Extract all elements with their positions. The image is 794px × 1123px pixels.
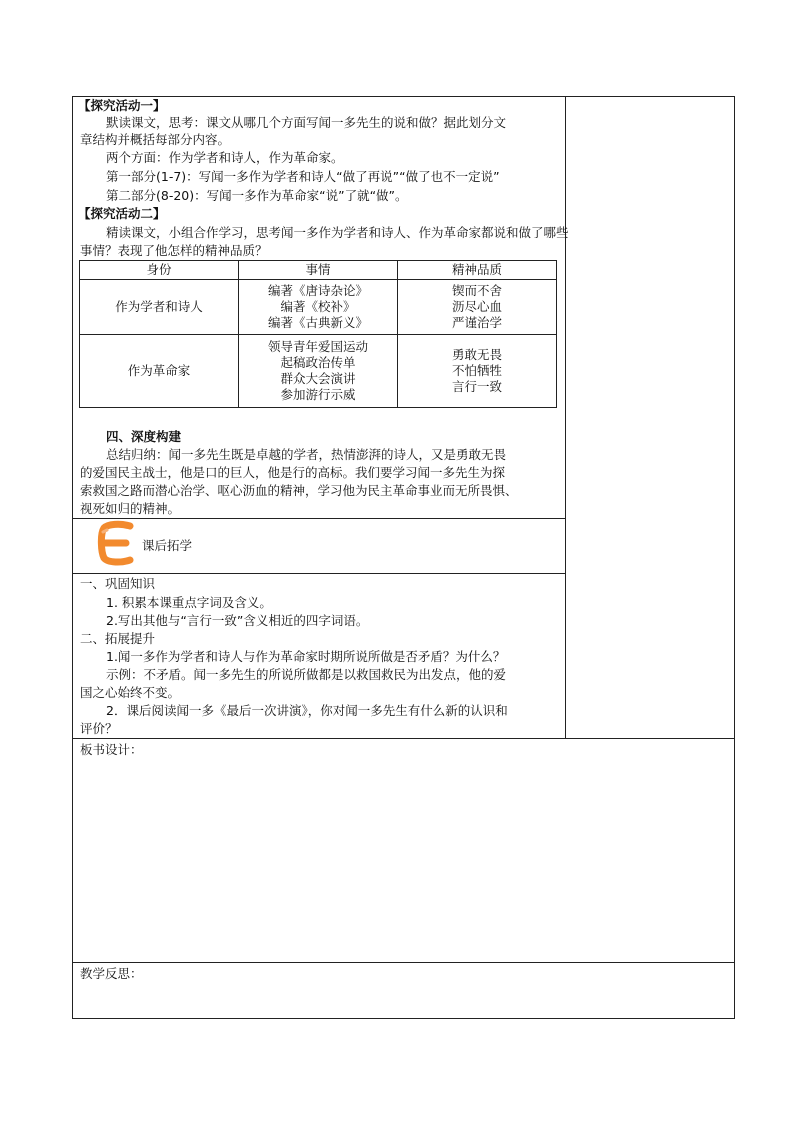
deed-item: 领导青年爱国运动 bbox=[267, 339, 368, 354]
frame-right bbox=[734, 96, 735, 1019]
deeds-cell bbox=[238, 335, 397, 408]
section4-line3: 索救国之路而潜心治学、呕心沥血的精神，学习他为民主革命事业而无所畏惧、 bbox=[80, 483, 518, 498]
identity-cell: 作为学者和诗人 bbox=[80, 280, 239, 335]
activity1-line3: 两个方面：作为学者和诗人，作为革命家。 bbox=[106, 150, 344, 165]
quality-item: 严谨治学 bbox=[452, 315, 503, 330]
row-divider-1 bbox=[72, 518, 566, 519]
identity-cell: 作为革命家 bbox=[80, 335, 239, 408]
deed-item: 参加游行示威 bbox=[280, 387, 356, 402]
activity2-line1: 精读课文，小组合作学习，思考闻一多作为学者和诗人、作为革命家都说和做了哪些 bbox=[106, 225, 569, 240]
row-divider-3 bbox=[72, 738, 735, 739]
deed-item: 编著《校补》 bbox=[280, 299, 356, 314]
homework-item4-line1: 2．课后阅读闻一多《最后一次讲演》，你对闻一多先生有什么新的认识和 bbox=[106, 703, 508, 718]
deeds-cell bbox=[238, 280, 397, 335]
quality-item: 不怕牺牲 bbox=[452, 363, 503, 378]
homework-item3-answer-line1: 示例：不矛盾。闻一多先生的所说所做都是以救国救民为出发点，他的爱 bbox=[106, 667, 507, 682]
table-header-cell: 精神品质 bbox=[398, 261, 557, 280]
section4-line2: 的爱国民主战士，他是口的巨人，他是行的高标。我们要学习闻一多先生为探 bbox=[80, 465, 506, 480]
column-divider bbox=[565, 96, 566, 738]
row-divider-4 bbox=[72, 962, 735, 963]
table-header-row bbox=[80, 261, 557, 280]
frame-left bbox=[72, 96, 73, 1019]
deed-item: 起稿政治传单 bbox=[280, 355, 356, 370]
frame-bottom bbox=[72, 1018, 735, 1019]
quality-item: 沥尽心血 bbox=[452, 299, 503, 314]
board-design-label: 板书设计： bbox=[80, 742, 143, 757]
quality-item: 勇敢无畏 bbox=[452, 347, 503, 362]
deed-item: 编著《古典新义》 bbox=[267, 315, 368, 330]
row-divider-2 bbox=[72, 573, 566, 574]
qualities-cell bbox=[398, 335, 557, 408]
frame-top bbox=[72, 96, 735, 97]
extension-label: 课后拓学 bbox=[142, 538, 193, 553]
activity1-line4: 第一部分(1-7)：写闻一多作为学者和诗人“做了再说”“做了也不一定说” bbox=[106, 169, 500, 184]
letter-e-icon bbox=[96, 520, 136, 566]
homework-item1: 1. 积累本课重点字词及含义。 bbox=[106, 595, 272, 610]
homework-item2: 2.写出其他与“言行一致”含义相近的四字词语。 bbox=[106, 613, 369, 628]
table-row bbox=[80, 335, 557, 408]
activity2-title: 【探究活动二】 bbox=[78, 206, 166, 221]
quality-item: 言行一致 bbox=[452, 379, 503, 394]
homework-part2-title: 二、拓展提升 bbox=[80, 631, 156, 646]
activity1-title: 【探究活动一】 bbox=[78, 98, 166, 113]
activity1-line2: 章结构并概括每部分内容。 bbox=[80, 132, 231, 147]
identity-deeds-table bbox=[79, 260, 557, 408]
section4-line4: 视死如归的精神。 bbox=[80, 501, 181, 516]
section4-line1: 总结归纳：闻一多先生既是卓越的学者，热情澎湃的诗人，又是勇敢无畏 bbox=[106, 447, 507, 462]
deed-item: 群众大会演讲 bbox=[280, 371, 356, 386]
homework-item4-line2: 评价？ bbox=[80, 721, 118, 736]
deed-item: 编著《唐诗杂论》 bbox=[267, 283, 368, 298]
qualities-cell bbox=[398, 280, 557, 335]
activity1-line5: 第二部分(8-20)：写闻一多作为革命家“说”了就“做”。 bbox=[106, 188, 408, 203]
homework-item3-answer-line2: 国之心始终不变。 bbox=[80, 685, 181, 700]
table-row bbox=[80, 280, 557, 335]
homework-part1-title: 一、巩固知识 bbox=[80, 576, 156, 591]
reflection-label: 教学反思： bbox=[80, 966, 143, 981]
table-header-cell: 事情 bbox=[238, 261, 397, 280]
homework-item3: 1.闻一多作为学者和诗人与作为革命家时期所说所做是否矛盾？为什么？ bbox=[106, 649, 506, 664]
table-header-cell: 身份 bbox=[80, 261, 239, 280]
activity2-line2: 事情？表现了他怎样的精神品质？ bbox=[80, 243, 268, 258]
section4-title: 四、深度构建 bbox=[106, 429, 182, 444]
activity1-line1: 默读课文，思考：课文从哪几个方面写闻一多先生的说和做？据此划分文 bbox=[106, 115, 507, 130]
quality-item: 锲而不舍 bbox=[452, 283, 503, 298]
